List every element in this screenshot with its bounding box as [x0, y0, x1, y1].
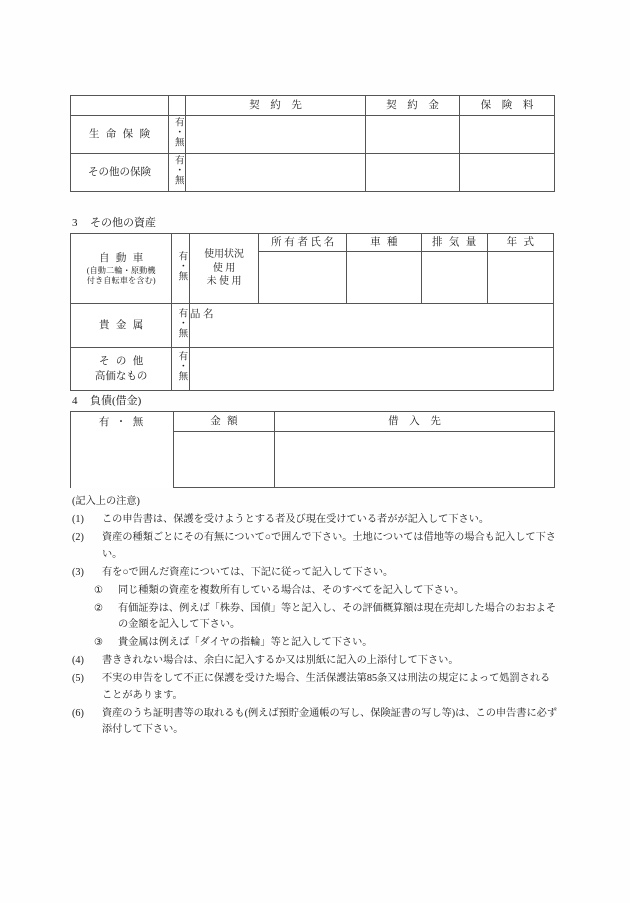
yesno-toggle-other-insurance[interactable] — [169, 154, 186, 192]
yesno-text: 有・無 — [172, 154, 183, 185]
note-marker: ① — [94, 584, 104, 596]
row-label-other-insurance: その他の保険 — [71, 154, 169, 192]
note-item — [72, 653, 558, 670]
yesno-text: 有・無 — [176, 307, 187, 338]
field-displacement[interactable] — [421, 252, 487, 304]
section-heading-debt — [72, 392, 141, 408]
note-text: 有価証券は、例えば「株券、国債」等と記入し、その評価概算額は現在売却した場合のおおよその金額を記入して下さい。 — [118, 602, 557, 631]
notes-title: (記入上の注意) — [72, 496, 140, 507]
note-marker: ③ — [94, 637, 104, 649]
field-model-year[interactable] — [487, 252, 553, 304]
automobile-usage-cell[interactable] — [189, 234, 258, 304]
field-debt-lender[interactable] — [275, 432, 555, 488]
section-number: 3 — [72, 217, 78, 229]
car-header-row — [71, 234, 554, 252]
section-title: 負債(借金) — [90, 395, 142, 407]
table-row — [71, 154, 555, 192]
field-other-contract-party[interactable] — [186, 154, 366, 192]
note-subitem — [72, 583, 558, 600]
note-marker: ② — [94, 602, 104, 614]
note-item — [72, 565, 558, 582]
usage-option-unused[interactable]: 未 使 用 — [206, 276, 242, 288]
field-debt-amount[interactable] — [174, 432, 275, 488]
other-assets-table — [70, 233, 554, 391]
note-item — [72, 530, 558, 563]
note-item — [72, 512, 558, 529]
usage-header-label: 使用状況 — [204, 249, 245, 261]
row-label-precious-metal: 貴 金 属 — [71, 304, 172, 348]
note-text: 同じ種類の資産を複数所有している場合は、そのすべてを記入して下さい。 — [118, 584, 465, 596]
note-marker: (6) — [72, 707, 84, 719]
note-text: 書ききれない場合は、余白に記入するか又は別紙に記入の上添付して下さい。 — [102, 655, 459, 667]
yesno-toggle-debt[interactable] — [71, 412, 174, 488]
yesno-toggle-automobile[interactable] — [172, 234, 190, 304]
insurance-header-contract-amount: 契 約 金 — [366, 96, 460, 116]
yesno-toggle-precious-metal[interactable] — [172, 304, 190, 348]
debt-yesno-label: 有 ・ 無 — [98, 417, 146, 428]
section-number: 4 — [72, 395, 78, 407]
insurance-table — [70, 95, 555, 192]
note-marker: (1) — [72, 514, 84, 526]
header-debt-lender: 借 入 先 — [275, 412, 555, 432]
row-label-automobile — [71, 234, 172, 304]
field-other-contract-amount[interactable] — [366, 154, 460, 192]
field-life-contract-amount[interactable] — [366, 116, 460, 154]
note-text: 資産の種類ごとにその有無について○で囲んで下さい。土地については借地等の場合も記入して下さい。 — [102, 532, 556, 560]
note-text: この申告書は、保護を受けようとする者及び現在受けている者がが記入して下さい。 — [102, 514, 490, 526]
header-model-year: 年 式 — [487, 234, 553, 252]
other-valuables-label-line2: 高価なもの — [94, 371, 148, 382]
note-subitem — [72, 601, 558, 634]
field-other-valuables[interactable] — [189, 348, 553, 391]
automobile-label-sub-line1: (自動二輪・原動機 — [86, 265, 156, 275]
table-row — [71, 304, 554, 348]
note-marker: (3) — [72, 566, 84, 578]
precious-metal-item-label: 品 名 — [189, 309, 214, 320]
section-title: その他の資産 — [90, 217, 156, 229]
note-marker: (5) — [72, 673, 84, 685]
field-other-premium[interactable] — [460, 154, 555, 192]
note-marker: (4) — [72, 655, 84, 667]
insurance-header-blank — [71, 96, 169, 116]
note-text: 資産のうち証明書等の取れるも(例えば預貯金通帳の写し、保険証書の写し等)は、この申告書に必ず添付して下さい。 — [102, 707, 558, 736]
automobile-label-sub-line2: 付き自転車を含む) — [86, 276, 156, 286]
header-car-type: 車 種 — [347, 234, 421, 252]
section-heading-other-assets — [72, 214, 156, 230]
table-row — [71, 348, 554, 391]
field-life-premium[interactable] — [460, 116, 555, 154]
field-car-type[interactable] — [347, 252, 421, 304]
automobile-label-main: 自 動 車 — [99, 252, 146, 264]
insurance-header-yesno-blank — [169, 96, 186, 116]
note-item — [72, 706, 558, 739]
yesno-toggle-other-valuables[interactable] — [172, 348, 190, 391]
debt-table — [70, 411, 555, 488]
yesno-text: 有・無 — [172, 116, 183, 147]
yesno-text: 有・無 — [176, 250, 187, 281]
other-valuables-label-line1: そ の 他 — [99, 355, 146, 367]
field-life-contract-party[interactable] — [186, 116, 366, 154]
notes-section — [72, 494, 558, 739]
note-marker: (2) — [72, 532, 84, 544]
table-row — [71, 116, 555, 154]
insurance-header-premium: 保 険 料 — [460, 96, 555, 116]
note-text: 貴金属は例えば「ダイヤの指輪」等と記入して下さい。 — [118, 637, 373, 649]
note-item — [72, 671, 558, 704]
yesno-text: 有・無 — [176, 351, 187, 382]
note-text: 有を○で囲んだ資産については、下記に従って記入して下さい。 — [102, 566, 394, 578]
field-owner-name[interactable] — [259, 252, 347, 304]
header-displacement: 排 気 量 — [421, 234, 487, 252]
note-text: 不実の申告をして不正に保護を受けた場合、生活保護法第85条又は刑法の規定によって処罰されることがあります。 — [102, 673, 551, 701]
insurance-header-contract-party: 契 約 先 — [186, 96, 366, 116]
header-debt-amount: 金 額 — [174, 412, 275, 432]
usage-option-used[interactable]: 使 用 — [212, 262, 236, 274]
yesno-toggle-life-insurance[interactable] — [169, 116, 186, 154]
header-owner-name: 所 有 者 氏 名 — [259, 234, 347, 252]
row-label-life-insurance: 生 命 保 険 — [71, 116, 169, 154]
debt-table-header-row — [71, 412, 555, 432]
row-label-other-valuables — [71, 348, 172, 391]
field-precious-metal-item[interactable] — [189, 304, 553, 348]
insurance-table-header-row — [71, 96, 555, 116]
note-subitem — [72, 635, 558, 652]
